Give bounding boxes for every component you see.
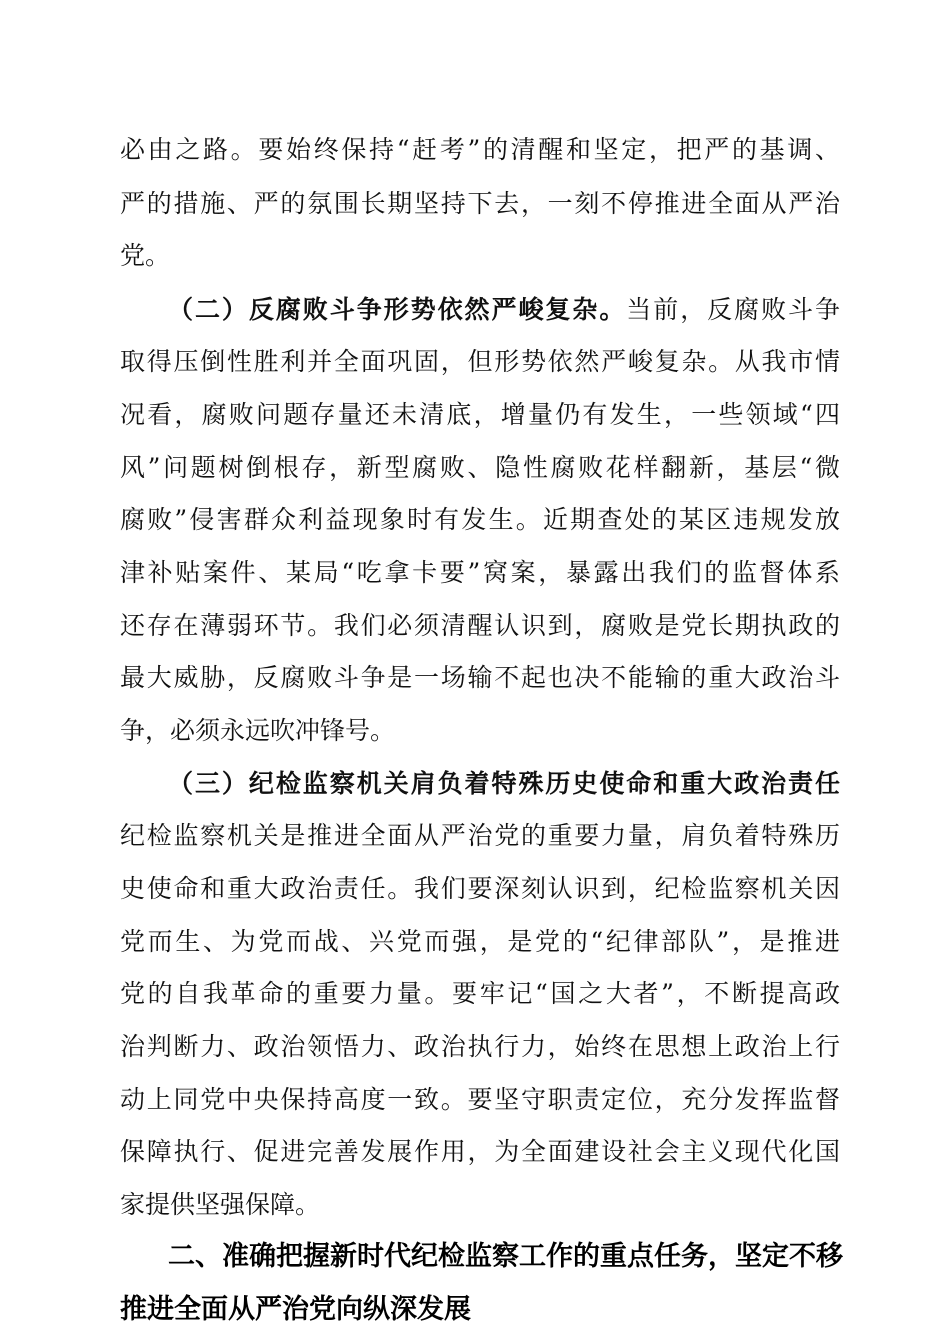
body-text-line: 津补贴案件、某局“吃拿卡要”窝案，暴露出我们的监督体系 (120, 558, 840, 587)
body-text-line: 腐败”侵害群众利益现象时有发生。近期查处的某区违规发放 (120, 505, 840, 534)
body-text-line: 史使命和重大政治责任。我们要深刻认识到，纪检监察机关因 (120, 874, 840, 903)
section-heading-continued: 推进全面从严治党向纵深发展 (120, 1294, 471, 1325)
body-text-line: 取得压倒性胜利并全面巩固，但形势依然严峻复杂。从我市情 (120, 347, 840, 376)
body-text-line: 必由之路。要始终保持“赶考”的清醒和坚定，把严的基调、 (120, 135, 840, 164)
body-text-line: 况看，腐败问题存量还未清底，增量仍有发生，一些领域“四 (120, 400, 840, 429)
body-text-line: 党。 (120, 241, 171, 270)
body-text-line: 动上同党中央保持高度一致。要坚守职责定位，充分发挥监督 (120, 1085, 840, 1114)
body-text-line: 还存在薄弱环节。我们必须清醒认识到，腐败是党长期执政的 (120, 611, 840, 640)
section-heading: 二、准确把握新时代纪检监察工作的重点任务，坚定不移 (168, 1241, 843, 1272)
body-text-line: 保障执行、促进完善发展作用，为全面建设社会主义现代化国 (120, 1137, 840, 1166)
body-text-line: 治判断力、政治领悟力、政治执行力，始终在思想上政治上行 (120, 1032, 840, 1061)
subsection-first-line (168, 290, 840, 330)
subsection-heading-3: （三）纪检监察机关肩负着特殊历史使命和重大政治责任 (168, 769, 840, 798)
body-text-line: 党的自我革命的重要力量。要牢记“国之大者”，不断提高政 (120, 979, 840, 1008)
body-text: 当前，反腐败斗争 (626, 295, 840, 324)
body-text-line: 风”问题树倒根存，新型腐败、隐性腐败花样翻新，基层“微 (120, 453, 840, 482)
body-text-line: 严的措施、严的氛围长期坚持下去，一刻不停推进全面从严治 (120, 189, 840, 218)
body-text-line: 争，必须永远吹冲锋号。 (120, 716, 396, 745)
body-text-line: 党而生、为党而战、兴党而强，是党的“纪律部队”，是推进 (120, 927, 840, 956)
body-text-line: 家提供坚强保障。 (120, 1190, 321, 1219)
body-text-line: 最大威胁，反腐败斗争是一场输不起也决不能输的重大政治斗 (120, 663, 840, 692)
body-text-line: 纪检监察机关是推进全面从严治党的重要力量，肩负着特殊历 (120, 821, 840, 850)
subsection-heading-2: （二）反腐败斗争形势依然严峻复杂。 (168, 295, 627, 324)
